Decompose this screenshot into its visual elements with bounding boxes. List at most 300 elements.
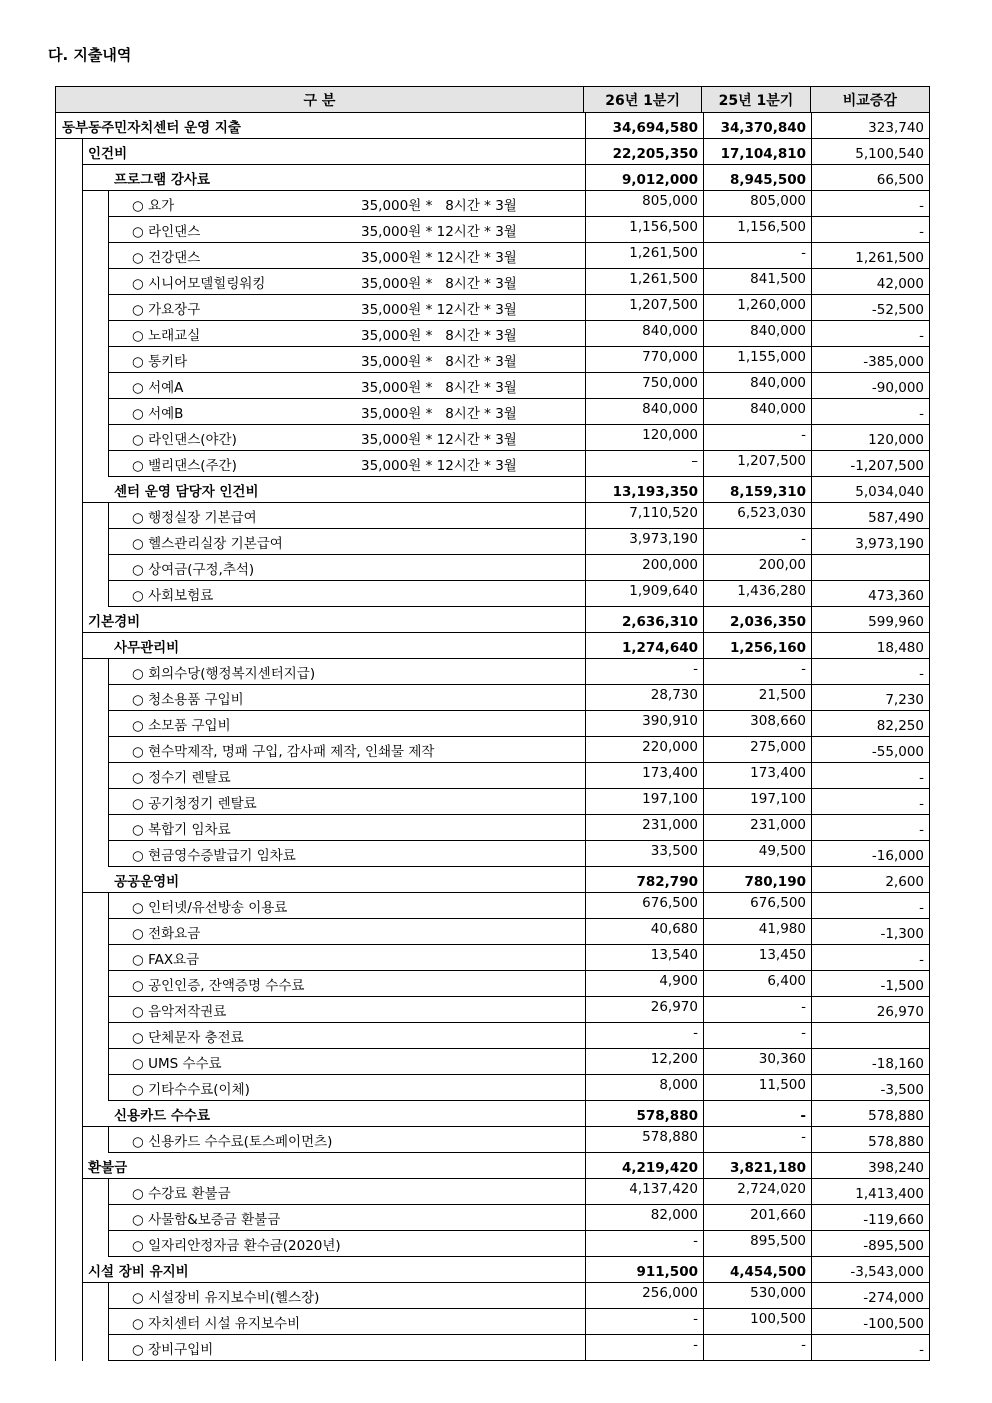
row-label: ○ 회의수당(행정복지센터지급) [132,666,316,682]
table-row [55,1127,930,1153]
value-2025q1: 4,454,500 [703,1257,811,1283]
value-2025q1: - [703,243,811,269]
row-label: ○ 장비구입비 [132,1342,214,1358]
table-row [55,815,930,841]
value-diff: 578,880 [811,1101,930,1127]
value-2025q1: 780,190 [703,867,811,893]
row-formula: 35,000원 * 12시간 * 3월 [361,224,517,240]
value-2025q1: 805,000 [703,191,811,217]
value-2026q1: 1,261,500 [585,269,703,295]
row-label-cell [55,1309,585,1335]
row-formula: 35,000원 * 12시간 * 3월 [361,302,517,318]
table-row [55,503,930,529]
row-label-cell [55,815,585,841]
row-label: 시설 장비 유지비 [88,1264,189,1280]
value-2025q1: - [703,1335,811,1361]
value-diff: - [811,1335,930,1361]
row-label-cell [55,1049,585,1075]
table-row [55,1309,930,1335]
value-diff: -1,207,500 [811,451,930,477]
row-label: ○ 전화요금 [132,926,201,942]
value-diff: -1,300 [811,919,930,945]
value-2025q1: 197,100 [703,789,811,815]
value-diff: -1,500 [811,971,930,997]
table-row [55,399,930,425]
value-2026q1: 676,500 [585,893,703,919]
value-2025q1: 173,400 [703,763,811,789]
row-label: ○ 인터넷/유선방송 이용료 [132,900,288,916]
row-label: ○ 신용카드 수수료(토스페이먼츠) [132,1134,333,1150]
value-2026q1: 173,400 [585,763,703,789]
value-2026q1: 82,000 [585,1205,703,1231]
table-row [55,1231,930,1257]
value-diff: - [811,399,930,425]
row-label-cell [55,685,585,711]
row-label-cell [55,607,585,633]
value-2026q1: 2,636,310 [585,607,703,633]
table-row [55,113,930,139]
row-label-cell [55,1335,585,1361]
value-2026q1: 8,000 [585,1075,703,1101]
value-2025q1: 275,000 [703,737,811,763]
value-diff: -3,500 [811,1075,930,1101]
row-label-cell [55,295,585,321]
table-row [55,997,930,1023]
value-2025q1: 3,821,180 [703,1153,811,1179]
table-row [55,659,930,685]
row-label-cell [55,893,585,919]
row-label: ○ 자치센터 시설 유지보수비 [132,1316,301,1332]
value-2026q1: 12,200 [585,1049,703,1075]
value-2026q1: 770,000 [585,347,703,373]
value-diff: -18,160 [811,1049,930,1075]
row-label: ○ 통키타 [132,354,188,370]
row-label: ○ 노래교실 [132,328,201,344]
value-2025q1: - [703,997,811,1023]
value-2025q1: 8,945,500 [703,165,811,191]
row-label-cell [55,373,585,399]
row-label: ○ 서예A [132,380,184,396]
row-label-cell [55,633,585,659]
value-2025q1: 1,256,160 [703,633,811,659]
value-diff: 323,740 [811,113,930,139]
table-row [55,581,930,607]
row-formula: 35,000원 * 12시간 * 3월 [361,432,517,448]
row-label-cell [55,191,585,217]
table-row [55,711,930,737]
table-row [55,217,930,243]
row-formula: 35,000원 * 12시간 * 3월 [361,250,517,266]
value-2025q1: - [703,1127,811,1153]
row-label-cell [55,1179,585,1205]
value-diff: - [811,659,930,685]
value-diff: 578,880 [811,1127,930,1153]
table-row [55,841,930,867]
value-diff: - [811,191,930,217]
value-diff: 3,973,190 [811,529,930,555]
value-diff: 66,500 [811,165,930,191]
value-2026q1: 33,500 [585,841,703,867]
row-label-cell [55,867,585,893]
row-formula: 35,000원 * 8시간 * 3월 [361,380,517,396]
value-2025q1: 895,500 [703,1231,811,1257]
value-diff: - [811,763,930,789]
row-formula: 35,000원 * 8시간 * 3월 [361,406,517,422]
table-row [55,269,930,295]
row-label: 동부동주민자치센터 운영 지출 [62,119,241,136]
value-2026q1: 3,973,190 [585,529,703,555]
table-row [55,1179,930,1205]
value-2026q1: 1,207,500 [585,295,703,321]
value-2025q1: 200,00 [703,555,811,581]
row-label-cell [55,1101,585,1127]
table-row [55,555,930,581]
value-2025q1: - [703,1101,811,1127]
value-diff: 5,100,540 [811,139,930,165]
value-diff [811,555,930,581]
value-2026q1: 40,680 [585,919,703,945]
value-2026q1: 840,000 [585,399,703,425]
value-2025q1: 100,500 [703,1309,811,1335]
value-2026q1: – [585,451,703,477]
value-2026q1: 4,900 [585,971,703,997]
row-label-cell [55,243,585,269]
value-diff: -274,000 [811,1283,930,1309]
value-2026q1: 1,909,640 [585,581,703,607]
value-2026q1: 4,137,420 [585,1179,703,1205]
value-diff: -119,660 [811,1205,930,1231]
row-label: ○ 청소용품 구입비 [132,692,244,708]
value-2026q1: 578,880 [585,1127,703,1153]
table-row [55,919,930,945]
value-diff: 2,600 [811,867,930,893]
row-label-cell [55,451,585,477]
row-label: 사무관리비 [114,640,180,656]
row-label: ○ FAX요금 [132,952,200,968]
row-label: ○ 소모품 구입비 [132,718,231,734]
row-label-cell [55,711,585,737]
row-label: ○ 기타수수료(이체) [132,1082,250,1098]
value-diff: -55,000 [811,737,930,763]
value-diff: - [811,815,930,841]
row-formula: 35,000원 * 8시간 * 3월 [361,328,517,344]
row-label-cell [55,529,585,555]
row-label-cell [55,1023,585,1049]
table-row [55,529,930,555]
row-label: ○ 현금영수증발급기 임차료 [132,848,296,864]
row-label: ○ 라인댄스 [132,224,201,240]
row-label: ○ 요가 [132,198,175,214]
value-diff: 42,000 [811,269,930,295]
value-2026q1: 390,910 [585,711,703,737]
value-2025q1: 6,523,030 [703,503,811,529]
value-2025q1: 21,500 [703,685,811,711]
value-2026q1: 13,193,350 [585,477,703,503]
value-2026q1: - [585,1309,703,1335]
value-2026q1: - [585,1023,703,1049]
value-2025q1: 840,000 [703,399,811,425]
section-title: 다. 지출내역 [48,46,132,64]
row-label: ○ 밸리댄스(주간) [132,458,237,474]
value-2026q1: - [585,1231,703,1257]
row-label-cell [55,945,585,971]
value-2026q1: 7,110,520 [585,503,703,529]
value-2026q1: 28,730 [585,685,703,711]
table-row [55,1257,930,1283]
table-row [55,321,930,347]
value-2025q1: 308,660 [703,711,811,737]
value-2026q1: 782,790 [585,867,703,893]
row-label: ○ 단체문자 충전료 [132,1030,244,1046]
row-label: ○ 건강댄스 [132,250,201,266]
value-diff: - [811,789,930,815]
row-label-cell [55,1283,585,1309]
row-label: ○ 서예B [132,406,184,422]
value-diff: 120,000 [811,425,930,451]
table-row [55,243,930,269]
value-2025q1: 530,000 [703,1283,811,1309]
value-diff: 18,480 [811,633,930,659]
table-row [55,945,930,971]
value-2026q1: 750,000 [585,373,703,399]
value-diff: 1,413,400 [811,1179,930,1205]
row-label: 공공운영비 [114,874,180,890]
row-label-cell [55,841,585,867]
row-label-cell [55,399,585,425]
value-2026q1: 13,540 [585,945,703,971]
value-2025q1: 201,660 [703,1205,811,1231]
row-label-cell [55,347,585,373]
row-label: ○ 사물함&보증금 환불금 [132,1212,281,1228]
value-diff: -3,543,000 [811,1257,930,1283]
value-2026q1: 1,274,640 [585,633,703,659]
value-2026q1: - [585,1335,703,1361]
header-col-diff: 비교증감 [810,87,930,112]
row-label: 환불금 [88,1160,128,1176]
value-2025q1: 13,450 [703,945,811,971]
row-label-cell [55,1231,585,1257]
value-2026q1: 840,000 [585,321,703,347]
value-2025q1: 231,000 [703,815,811,841]
row-label: ○ 행정실장 기본급여 [132,510,257,526]
row-formula: 35,000원 * 8시간 * 3월 [361,276,517,292]
row-label-cell [55,581,585,607]
row-label: ○ 시설장비 유지보수비(헬스장) [132,1290,320,1306]
value-2026q1: 220,000 [585,737,703,763]
value-diff: -895,500 [811,1231,930,1257]
row-label-cell [55,269,585,295]
value-2026q1: 578,880 [585,1101,703,1127]
row-label: ○ 수강료 환불금 [132,1186,231,1202]
row-label-cell [55,997,585,1023]
row-label: 인건비 [88,146,128,162]
table-row [55,1335,930,1361]
table-row [55,607,930,633]
value-2025q1: 6,400 [703,971,811,997]
value-2025q1: 1,436,280 [703,581,811,607]
value-2025q1: - [703,1023,811,1049]
row-label-cell [55,1205,585,1231]
table-row [55,1205,930,1231]
table-row [55,1023,930,1049]
table-row [55,971,930,997]
value-diff: 7,230 [811,685,930,711]
value-2025q1: 49,500 [703,841,811,867]
row-label-cell [55,737,585,763]
value-diff: -90,000 [811,373,930,399]
row-label-cell [55,971,585,997]
value-2025q1: 30,360 [703,1049,811,1075]
value-2026q1: 34,694,580 [585,113,703,139]
value-diff: - [811,893,930,919]
row-label: ○ 현수막제작, 명패 구입, 감사패 제작, 인쇄물 제작 [132,744,435,760]
value-diff: -385,000 [811,347,930,373]
value-diff: -100,500 [811,1309,930,1335]
row-label: ○ 일자리안정자금 환수금(2020년) [132,1238,341,1254]
value-diff: -52,500 [811,295,930,321]
row-label-cell [55,763,585,789]
value-2025q1: - [703,425,811,451]
value-2025q1: 2,036,350 [703,607,811,633]
row-label-cell [55,659,585,685]
row-label-cell [55,503,585,529]
row-label-cell [55,139,585,165]
value-2025q1: 841,500 [703,269,811,295]
table-row [55,867,930,893]
value-2025q1: 2,724,020 [703,1179,811,1205]
value-2025q1: 11,500 [703,1075,811,1101]
value-2026q1: 26,970 [585,997,703,1023]
value-2025q1: 1,207,500 [703,451,811,477]
row-label: ○ 공기청정기 렌탈료 [132,796,257,812]
table-row [55,373,930,399]
value-diff: -16,000 [811,841,930,867]
value-2026q1: 22,205,350 [585,139,703,165]
row-label: ○ 정수기 렌탈료 [132,770,231,786]
table-row [55,451,930,477]
value-2026q1: 197,100 [585,789,703,815]
value-2025q1: 41,980 [703,919,811,945]
row-label: 프로그램 강사료 [114,172,210,188]
value-diff: - [811,217,930,243]
row-label-cell [55,321,585,347]
table-row [55,1049,930,1075]
table-row [55,191,930,217]
value-2025q1: 676,500 [703,893,811,919]
row-label: ○ 음악저작권료 [132,1004,227,1020]
value-2025q1: 8,159,310 [703,477,811,503]
value-2025q1: 1,155,000 [703,347,811,373]
table-row [55,737,930,763]
table-row [55,763,930,789]
value-diff: 26,970 [811,997,930,1023]
row-label-cell [55,1153,585,1179]
value-diff: 587,490 [811,503,930,529]
row-label: 기본경비 [88,614,141,630]
row-label-cell [55,113,585,139]
row-label-cell [55,477,585,503]
value-2026q1: 805,000 [585,191,703,217]
value-diff: - [811,945,930,971]
row-label: ○ 복합기 임차료 [132,822,231,838]
value-diff: 473,360 [811,581,930,607]
value-2025q1: - [703,659,811,685]
table-body [55,113,930,1361]
row-label: ○ 라인댄스(야간) [132,432,237,448]
row-label: ○ 상여금(구정,추석) [132,562,255,578]
value-2026q1: 911,500 [585,1257,703,1283]
value-diff: 5,034,040 [811,477,930,503]
value-diff: 398,240 [811,1153,930,1179]
table-row [55,1101,930,1127]
row-label-cell [55,919,585,945]
table-header [55,86,930,113]
row-label-cell [55,217,585,243]
row-label-cell [55,1257,585,1283]
value-2026q1: 1,261,500 [585,243,703,269]
row-label-cell [55,425,585,451]
row-label-cell [55,789,585,815]
value-diff: 599,960 [811,607,930,633]
table-row [55,347,930,373]
table-row [55,789,930,815]
row-label: 센터 운영 담당자 인건비 [114,484,259,500]
value-2025q1: - [703,529,811,555]
table-row [55,1075,930,1101]
row-formula: 35,000원 * 8시간 * 3월 [361,198,517,214]
value-2025q1: 840,000 [703,321,811,347]
table-row [55,425,930,451]
table-row [55,893,930,919]
value-diff: 1,261,500 [811,243,930,269]
row-label: 신용카드 수수료 [114,1108,210,1124]
row-label-cell [55,165,585,191]
value-2026q1: 200,000 [585,555,703,581]
table-row [55,633,930,659]
header-category: 구 분 [55,87,583,112]
row-label: ○ 시니어모델힐링워킹 [132,276,266,292]
header-col-2025q1: 25년 1분기 [701,87,809,112]
table-row [55,1153,930,1179]
value-2026q1: - [585,659,703,685]
value-2025q1: 1,260,000 [703,295,811,321]
row-formula: 35,000원 * 12시간 * 3월 [361,458,517,474]
value-2025q1: 17,104,810 [703,139,811,165]
value-2026q1: 4,219,420 [585,1153,703,1179]
value-2025q1: 34,370,840 [703,113,811,139]
value-2025q1: 1,156,500 [703,217,811,243]
table-row [55,1283,930,1309]
table-row [55,165,930,191]
row-label-cell [55,1127,585,1153]
row-label: ○ UMS 수수료 [132,1056,222,1072]
row-label: ○ 헬스관리실장 기본급여 [132,536,283,552]
value-2026q1: 9,012,000 [585,165,703,191]
value-diff [811,1023,930,1049]
row-formula: 35,000원 * 8시간 * 3월 [361,354,517,370]
table-row [55,685,930,711]
expense-table [55,86,930,1361]
value-2026q1: 231,000 [585,815,703,841]
row-label-cell [55,555,585,581]
row-label-cell [55,1075,585,1101]
row-label: ○ 가요장구 [132,302,201,318]
row-label: ○ 공인인증, 잔액증명 수수료 [132,978,305,994]
table-row [55,139,930,165]
row-label: ○ 사회보험료 [132,588,214,604]
value-diff: - [811,321,930,347]
header-col-2026q1: 26년 1분기 [583,87,701,112]
